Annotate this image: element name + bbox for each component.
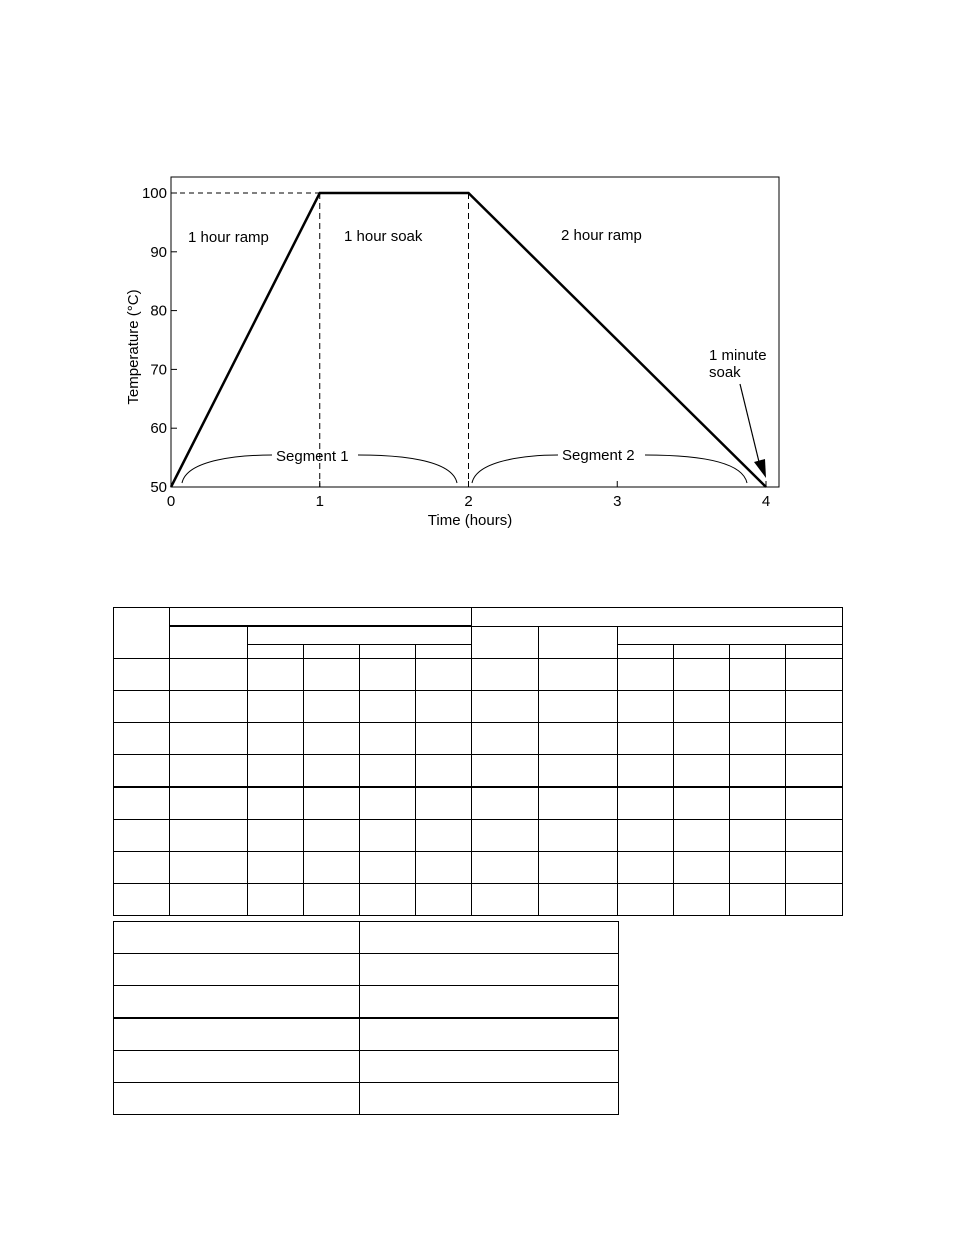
temperature-profile-chart	[0, 0, 954, 560]
table-cell	[416, 787, 472, 820]
table-cell	[114, 755, 170, 788]
summary-cell	[360, 1051, 619, 1083]
table-cell	[416, 755, 472, 788]
table-cell	[674, 691, 730, 723]
program-table	[113, 607, 843, 916]
annotation-final-soak-line2: soak	[709, 364, 741, 381]
table-cell	[786, 755, 843, 788]
y-tick-label-3: 80	[150, 302, 167, 320]
table-cell	[416, 820, 472, 852]
table-cell	[304, 852, 360, 884]
final-soak-arrow	[740, 384, 760, 466]
table-cell	[416, 723, 472, 755]
header-cell-sub	[786, 645, 843, 659]
table-cell	[674, 755, 730, 788]
annotation-final-soak-line1: 1 minute	[709, 347, 767, 364]
table-cell	[360, 691, 416, 723]
table-cell	[360, 787, 416, 820]
y-tick-label-4: 90	[150, 243, 167, 261]
table-cell	[360, 755, 416, 788]
summary-cell	[360, 954, 619, 986]
table-cell	[170, 755, 248, 788]
table-cell	[786, 852, 843, 884]
table-cell	[786, 659, 843, 691]
table-cell	[304, 691, 360, 723]
table-row	[114, 723, 843, 755]
table-cell	[472, 820, 539, 852]
x-axis-title: Time (hours)	[427, 512, 513, 529]
table-cell	[248, 820, 304, 852]
table-cell	[786, 820, 843, 852]
table-cell	[618, 691, 674, 723]
table-cell	[304, 659, 360, 691]
table-cell	[170, 787, 248, 820]
header-cell-corner	[114, 608, 170, 659]
header-cell-sub	[304, 645, 360, 659]
header-cell	[539, 626, 618, 659]
segment-2-brace-left	[472, 455, 558, 483]
table-cell	[248, 691, 304, 723]
table-cell	[360, 723, 416, 755]
table-cell	[539, 659, 618, 691]
annotation-segment-2: Segment 2	[562, 447, 635, 464]
annotation-segment-1: Segment 1	[276, 448, 349, 465]
table-cell	[416, 659, 472, 691]
table-cell	[472, 852, 539, 884]
summary-row	[114, 1083, 619, 1115]
header-cell-sub	[248, 645, 304, 659]
table-row	[114, 787, 843, 820]
summary-cell	[114, 986, 360, 1019]
table-cell	[472, 691, 539, 723]
summary-cell	[360, 922, 619, 954]
table-cell	[786, 787, 843, 820]
plot-frame	[171, 177, 779, 487]
summary-row	[114, 986, 619, 1019]
summary-cell	[114, 922, 360, 954]
table-cell	[472, 723, 539, 755]
table-cell	[304, 723, 360, 755]
table-cell	[360, 884, 416, 916]
table-cell	[416, 884, 472, 916]
x-tick-label-0: 0	[166, 493, 176, 510]
segment-1-brace-right	[358, 455, 457, 483]
segment-1-brace-left	[182, 455, 272, 483]
table-cell	[539, 691, 618, 723]
header-cell	[472, 626, 539, 659]
table-row	[114, 852, 843, 884]
table-cell	[730, 852, 786, 884]
y-axis-title: Temperature (°C)	[125, 289, 142, 405]
table-cell	[170, 659, 248, 691]
table-cell	[674, 659, 730, 691]
table-row	[114, 659, 843, 691]
table-cell	[472, 659, 539, 691]
y-tick-label-5: 100	[141, 185, 167, 202]
table-cell	[730, 659, 786, 691]
table-cell	[730, 884, 786, 916]
table-cell	[114, 852, 170, 884]
table-cell	[618, 659, 674, 691]
table-cell	[248, 659, 304, 691]
header-cell-group-2	[472, 608, 843, 627]
table-cell	[114, 884, 170, 916]
header-cell-sub	[730, 645, 786, 659]
table-cell	[360, 659, 416, 691]
table-cell	[248, 723, 304, 755]
table-cell	[618, 852, 674, 884]
table-row	[114, 691, 843, 723]
table-row	[114, 820, 843, 852]
table-cell	[539, 820, 618, 852]
annotation-ramp-2: 2 hour ramp	[561, 227, 642, 244]
table-cell	[248, 787, 304, 820]
header-cell-group-1	[170, 608, 472, 627]
table-cell	[114, 691, 170, 723]
table-cell	[472, 884, 539, 916]
table-cell	[114, 723, 170, 755]
table-cell	[674, 820, 730, 852]
table-cell	[170, 820, 248, 852]
table-cell	[674, 787, 730, 820]
table-cell	[786, 723, 843, 755]
x-tick-label-3: 3	[613, 493, 622, 510]
final-soak-arrowhead	[754, 459, 766, 478]
summary-cell	[360, 986, 619, 1019]
summary-row	[114, 1051, 619, 1083]
table-cell	[304, 820, 360, 852]
summary-row	[114, 1018, 619, 1051]
summary-cell	[114, 954, 360, 986]
table-cell	[170, 852, 248, 884]
x-tick-label-2: 2	[464, 493, 473, 510]
annotation-soak: 1 hour soak	[344, 228, 423, 245]
table-row	[114, 755, 843, 788]
x-tick-label-1: 1	[315, 493, 324, 510]
table-cell	[539, 787, 618, 820]
summary-cell	[360, 1018, 619, 1051]
table-cell	[114, 787, 170, 820]
table-cell	[730, 787, 786, 820]
table-cell	[360, 852, 416, 884]
table-cell	[786, 691, 843, 723]
summary-table	[113, 921, 619, 1115]
header-cell-sub	[416, 645, 472, 659]
table-cell	[114, 820, 170, 852]
table-cell	[416, 852, 472, 884]
header-cell	[170, 626, 248, 659]
y-tick-label-1: 60	[150, 420, 167, 438]
table-cell	[539, 884, 618, 916]
summary-cell	[360, 1083, 619, 1115]
y-tick-label-2: 70	[150, 361, 167, 379]
table-cell	[618, 723, 674, 755]
table-cell	[786, 884, 843, 916]
table-cell	[730, 820, 786, 852]
table-cell	[360, 820, 416, 852]
table-cell	[730, 723, 786, 755]
annotation-ramp-1: 1 hour ramp	[188, 229, 269, 246]
table-cell	[472, 755, 539, 788]
table-cell	[248, 852, 304, 884]
y-tick-label-0: 50	[150, 479, 167, 496]
table-cell	[618, 755, 674, 788]
table-row	[114, 884, 843, 916]
table-cell	[248, 884, 304, 916]
table-cell	[304, 787, 360, 820]
segment-2-brace-right	[645, 455, 747, 483]
table-cell	[730, 691, 786, 723]
table-cell	[539, 852, 618, 884]
table-cell	[674, 884, 730, 916]
x-tick-label-4: 4	[761, 493, 771, 510]
table-cell	[304, 884, 360, 916]
summary-cell	[114, 1083, 360, 1115]
summary-cell	[114, 1051, 360, 1083]
table-cell	[304, 755, 360, 788]
table-cell	[674, 852, 730, 884]
summary-cell	[114, 1018, 360, 1051]
table-cell	[674, 723, 730, 755]
table-cell	[170, 691, 248, 723]
summary-row	[114, 922, 619, 954]
table-cell	[170, 884, 248, 916]
table-cell	[170, 723, 248, 755]
header-cell-sub	[674, 645, 730, 659]
header-cell-sub	[360, 645, 416, 659]
table-cell	[416, 691, 472, 723]
summary-row	[114, 954, 619, 986]
header-cell-sub	[618, 645, 674, 659]
table-cell	[114, 659, 170, 691]
table-cell	[618, 787, 674, 820]
table-cell	[618, 884, 674, 916]
table-cell	[618, 820, 674, 852]
table-cell	[248, 755, 304, 788]
header-cell-subgroup-2	[618, 626, 843, 645]
table-cell	[539, 755, 618, 788]
header-cell-subgroup-1	[248, 626, 472, 645]
table-cell	[730, 755, 786, 788]
table-cell	[539, 723, 618, 755]
table-cell	[472, 787, 539, 820]
